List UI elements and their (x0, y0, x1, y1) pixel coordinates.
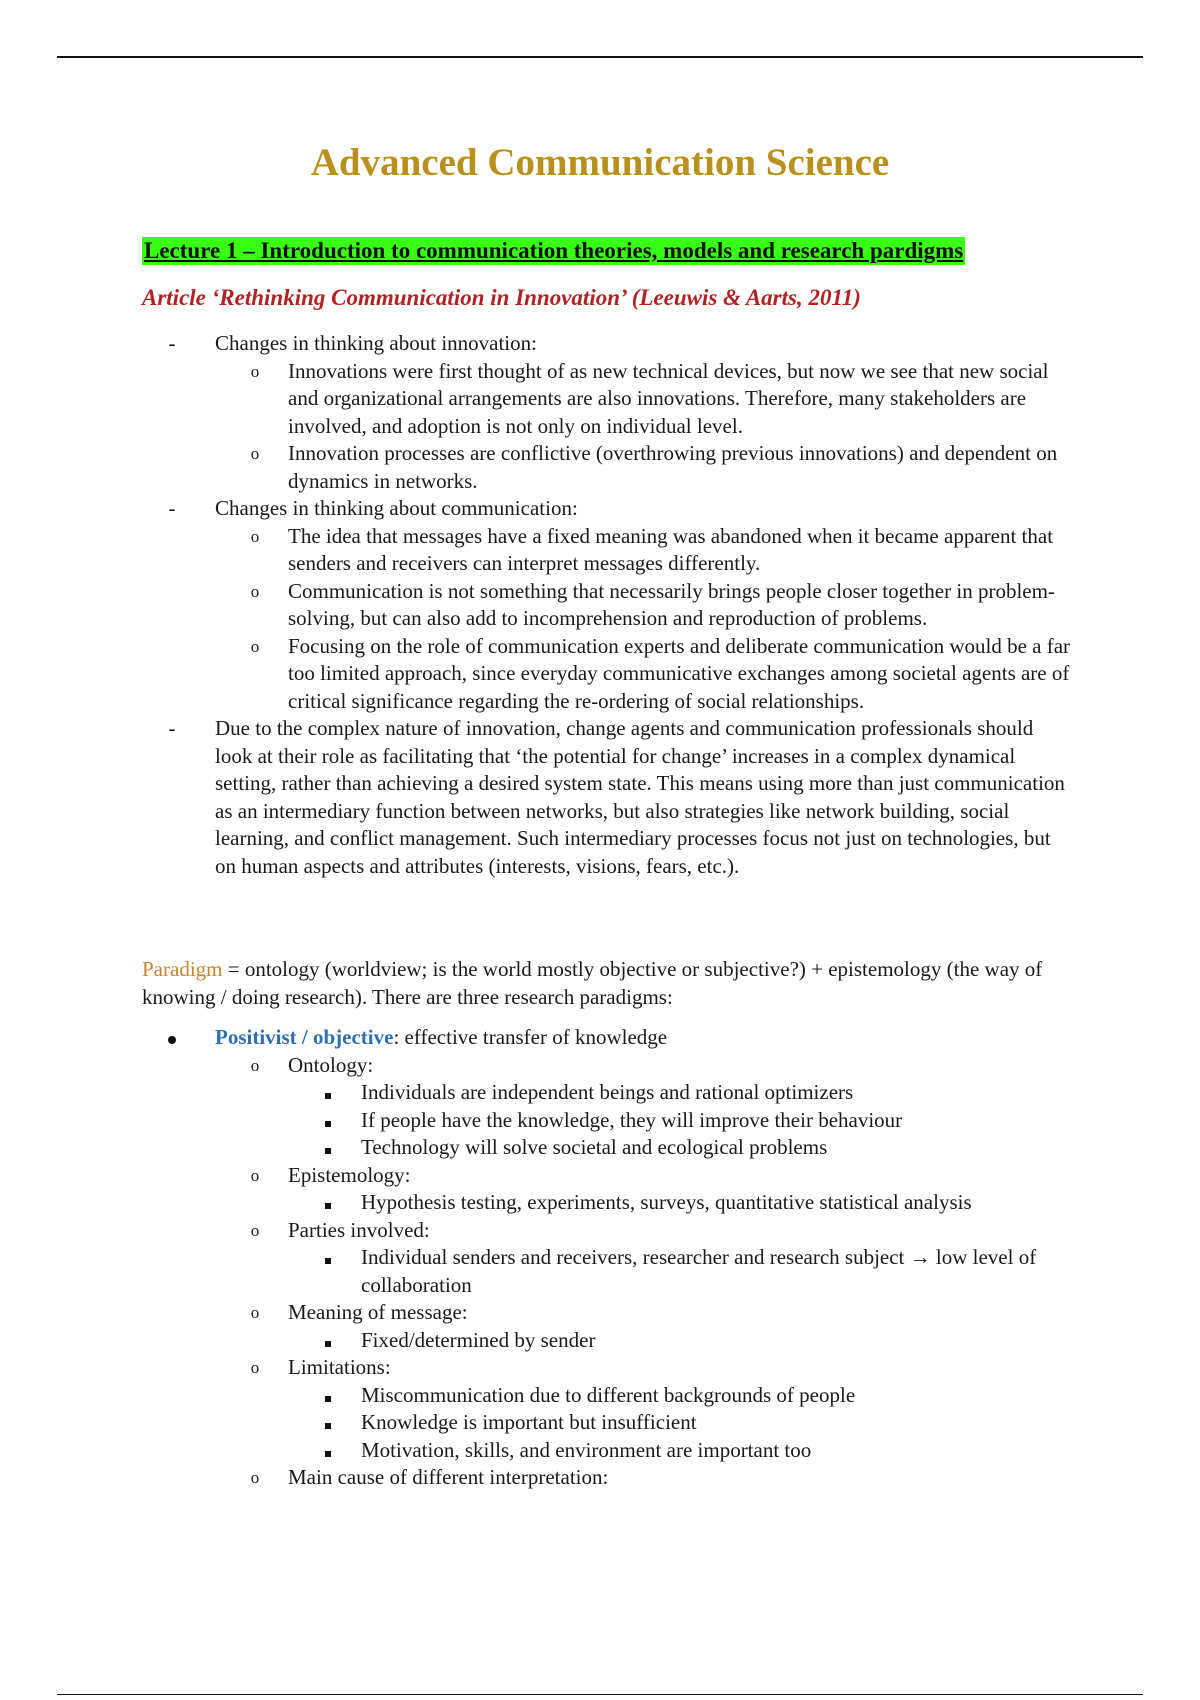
list-item: Positivist / objective: effective transfer of knowledge o Ontology: Individuals are independent beings and rational optimizers If people have the knowledge, they will improve their behaviour Technology will solve societal and ecological problems o Epistemology: Hypothesis testing, experiments, surveys, quantitative statistical analysis o Parties involved: Individual senders and receivers, researcher and research subject → low level of collaboration o Meaning of message: Fixed/determined by sender o Limitations: Miscommunication due to different backgrounds of people Knowledge is important but insufficient Motivation, skills, and environment are important too o Main cause of different interpretation: (142, 1024, 1072, 1492)
dash-marker: - (168, 331, 176, 355)
lecture-heading: Lecture 1 – Introduction to communication theories, models and research pardigms (144, 238, 964, 263)
list-item: o Epistemology: Hypothesis testing, experiments, surveys, quantitative statistical analysis (215, 1162, 1072, 1217)
list-item: - Changes in thinking about communication: o The idea that messages have a fixed meaning was abandoned when it became apparent that senders and receivers can interpret messages differently. o Communication is not something that necessarily brings people closer together in problem-solving, but can also add to incomprehension and reproduction of problems. o Focusing on the role of communication experts and deliberate communication would be a far too limited approach, since everyday communicative exchanges among societal agents are of critical significance regarding the re-ordering of social relationships. (142, 495, 1072, 715)
paradigm-list (142, 1024, 1072, 1492)
circle-bullet-icon: o (250, 636, 260, 656)
square-bullet-icon (320, 1079, 336, 1107)
bottom-rule (57, 1694, 1143, 1695)
list-item: - Due to the complex nature of innovation, change agents and communication professionals should look at their role as facilitating that ‘the potential for change’ increases in a complex dynamical setting, rather than achieving a desired system state. This means using more than just communication as an intermediary function between networks, but also strategies like network building, social learning, and conflict management. Such intermediary processes focus not just on technologies, but on human aspects and attributes (interests, visions, fears, etc.). (142, 715, 1072, 880)
list-item: Motivation, skills, and environment are important too (288, 1437, 1072, 1465)
square-bullet-icon (320, 1327, 336, 1355)
paradigm-term: Paradigm (142, 957, 223, 981)
list-item: o Main cause of different interpretation: (215, 1464, 1072, 1492)
square-bullet-icon (320, 1189, 336, 1217)
paradigm-definition: Paradigm = ontology (worldview; is the world mostly objective or subjective?) + epistemology (the way of knowing / doing research). There are three research paradigms: (142, 957, 1043, 1009)
list-item: o Ontology: Individuals are independent beings and rational optimizers If people have the knowledge, they will improve their behaviour Technology will solve societal and ecological problems (215, 1052, 1072, 1162)
square-bullet-icon (320, 1134, 336, 1162)
list-item: Hypothesis testing, experiments, surveys, quantitative statistical analysis (288, 1189, 1072, 1217)
square-bullet-icon (320, 1107, 336, 1135)
circle-bullet-icon: o (250, 361, 260, 381)
article-heading: Article ‘Rethinking Communication in Innovation’ (Leeuwis & Aarts, 2011) (142, 285, 861, 310)
square-bullet-icon (320, 1244, 336, 1272)
list-item: Miscommunication due to different backgrounds of people (288, 1382, 1072, 1410)
list-item: Individuals are independent beings and rational optimizers (288, 1079, 1072, 1107)
document-body (142, 330, 1072, 1492)
list-item: Knowledge is important but insufficient (288, 1409, 1072, 1437)
circle-bullet-icon: o (250, 1165, 260, 1185)
list-item: o Innovations were first thought of as new technical devices, but now we see that new social and organizational arrangements are also innovations. Therefore, many stakeholders are involved, and adoption is not only on individual level. (215, 358, 1072, 441)
square-bullet-icon (320, 1437, 336, 1465)
list-item: o Communication is not something that necessarily brings people closer together in problem-solving, but can also add to incomprehension and reproduction of problems. (215, 578, 1072, 633)
list-item: o Focusing on the role of communication experts and deliberate communication would be a far too limited approach, since everyday communicative exchanges among societal agents are of critical significance regarding the re-ordering of social relationships. (215, 633, 1072, 716)
list-item: o The idea that messages have a fixed meaning was abandoned when it became apparent that senders and receivers can interpret messages differently. (215, 523, 1072, 578)
positivist-term: Positivist / objective (215, 1025, 394, 1049)
list-item: o Innovation processes are conflictive (overthrowing previous innovations) and dependent on dynamics in networks. (215, 440, 1072, 495)
circle-bullet-icon: o (250, 581, 260, 601)
article-summary-list (142, 330, 1072, 880)
circle-bullet-icon: o (250, 1358, 260, 1377)
circle-bullet-icon: o (250, 1468, 260, 1487)
list-item: Fixed/determined by sender (288, 1327, 1072, 1355)
list-item: - Changes in thinking about innovation: o Innovations were first thought of as new technical devices, but now we see that new social and organizational arrangements are also innovations. Therefore, many stakeholders are involved, and adoption is not only on individual level. o Innovation processes are conflictive (overthrowing previous innovations) and dependent on dynamics in networks. (142, 330, 1072, 495)
circle-bullet-icon: o (250, 1303, 260, 1322)
circle-bullet-icon: o (250, 444, 260, 463)
list-item: o Meaning of message: Fixed/determined by sender (215, 1299, 1072, 1354)
list-item: Individual senders and receivers, researcher and research subject → low level of collaboration (288, 1244, 1072, 1299)
document-title: Advanced Communication Science (310, 141, 890, 184)
list-item: If people have the knowledge, they will improve their behaviour (288, 1107, 1072, 1135)
list-item: o Limitations: Miscommunication due to different backgrounds of people Knowledge is important but insufficient Motivation, skills, and environment are important too (215, 1354, 1072, 1464)
circle-bullet-icon: o (250, 526, 260, 546)
list-item: Technology will solve societal and ecological problems (288, 1134, 1072, 1162)
circle-bullet-icon: o (250, 1055, 260, 1075)
list-item: o Parties involved: Individual senders and receivers, researcher and research subject → low level of collaboration (215, 1217, 1072, 1300)
square-bullet-icon (320, 1409, 336, 1437)
dash-marker: - (168, 496, 176, 520)
bullet-dot-icon (162, 1024, 182, 1052)
top-rule (57, 56, 1143, 58)
dash-marker: - (168, 716, 176, 740)
square-bullet-icon (320, 1382, 336, 1410)
circle-bullet-icon: o (250, 1220, 260, 1240)
